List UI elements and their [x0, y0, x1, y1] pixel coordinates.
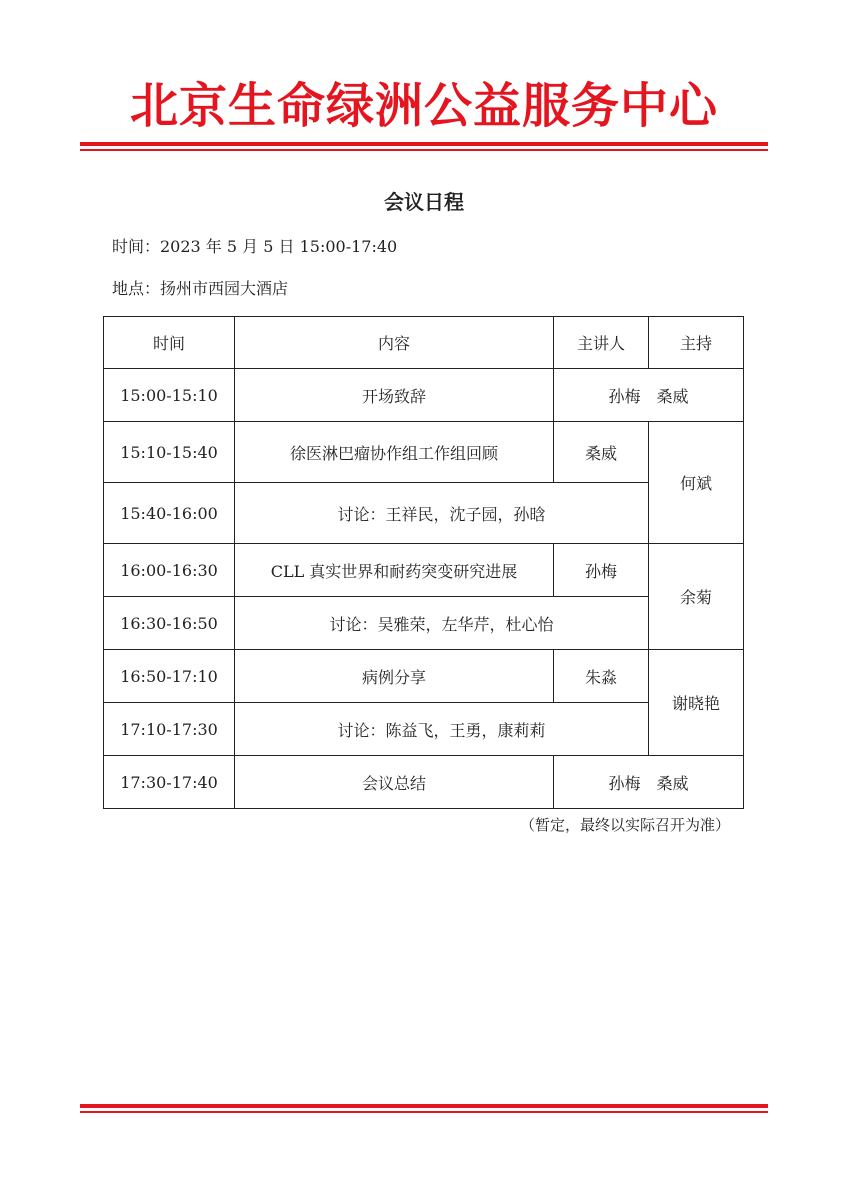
- row-host: 何斌: [649, 422, 744, 544]
- table-row: [104, 756, 744, 809]
- row-time: 17:10-17:30: [104, 703, 235, 756]
- row-speaker: 朱淼: [554, 650, 649, 703]
- header-time: 时间: [104, 317, 235, 369]
- header-content: 内容: [235, 317, 554, 369]
- row-speaker-host: 孙梅 桑威: [554, 369, 744, 422]
- table-row: [104, 703, 744, 756]
- table-header-row: [104, 317, 744, 369]
- table-row: [104, 422, 744, 483]
- table-row: [104, 369, 744, 422]
- row-discussion: 讨论：陈益飞，王勇，康莉莉: [235, 703, 649, 756]
- row-discussion: 讨论：王祥民，沈子园，孙晗: [235, 483, 649, 544]
- meeting-place: 地点：扬州市西园大酒店: [112, 279, 289, 298]
- row-content: CLL 真实世界和耐药突变研究进展: [235, 544, 554, 597]
- row-time: 15:40-16:00: [104, 483, 235, 544]
- row-speaker: 桑威: [554, 422, 649, 483]
- tentative-note: （暂定，最终以实际召开为准）: [519, 816, 730, 834]
- row-content: 开场致辞: [235, 369, 554, 422]
- row-host: 谢晓艳: [649, 650, 744, 756]
- header-speaker: 主讲人: [554, 317, 649, 369]
- row-time: 16:30-16:50: [104, 597, 235, 650]
- row-discussion: 讨论：吴雅荣，左华芹，杜心怡: [235, 597, 649, 650]
- letterhead-rule-thick: [80, 142, 768, 146]
- letterhead-rule-thin: [80, 149, 768, 151]
- document-title: 会议日程: [384, 190, 464, 214]
- table-row: [104, 650, 744, 703]
- row-time: 15:00-15:10: [104, 369, 235, 422]
- row-content: 病例分享: [235, 650, 554, 703]
- table-row: [104, 544, 744, 597]
- table-row: [104, 597, 744, 650]
- row-time: 15:10-15:40: [104, 422, 235, 483]
- row-speaker-host: 孙梅 桑威: [554, 756, 744, 809]
- row-content: 徐医淋巴瘤协作组工作组回顾: [235, 422, 554, 483]
- row-host: 余菊: [649, 544, 744, 650]
- organization-letterhead: 北京生命绿洲公益服务中心: [129, 78, 718, 134]
- footer-rule-thick: [80, 1104, 768, 1108]
- row-time: 16:50-17:10: [104, 650, 235, 703]
- meeting-time: 时间：2023 年 5 月 5 日 15:00-17:40: [112, 237, 398, 256]
- footer-rule-thin: [80, 1111, 768, 1113]
- row-time: 16:00-16:30: [104, 544, 235, 597]
- row-time: 17:30-17:40: [104, 756, 235, 809]
- row-speaker: 孙梅: [554, 544, 649, 597]
- row-content: 会议总结: [235, 756, 554, 809]
- header-host: 主持: [649, 317, 744, 369]
- table-row: [104, 483, 744, 544]
- schedule-table: [103, 316, 744, 809]
